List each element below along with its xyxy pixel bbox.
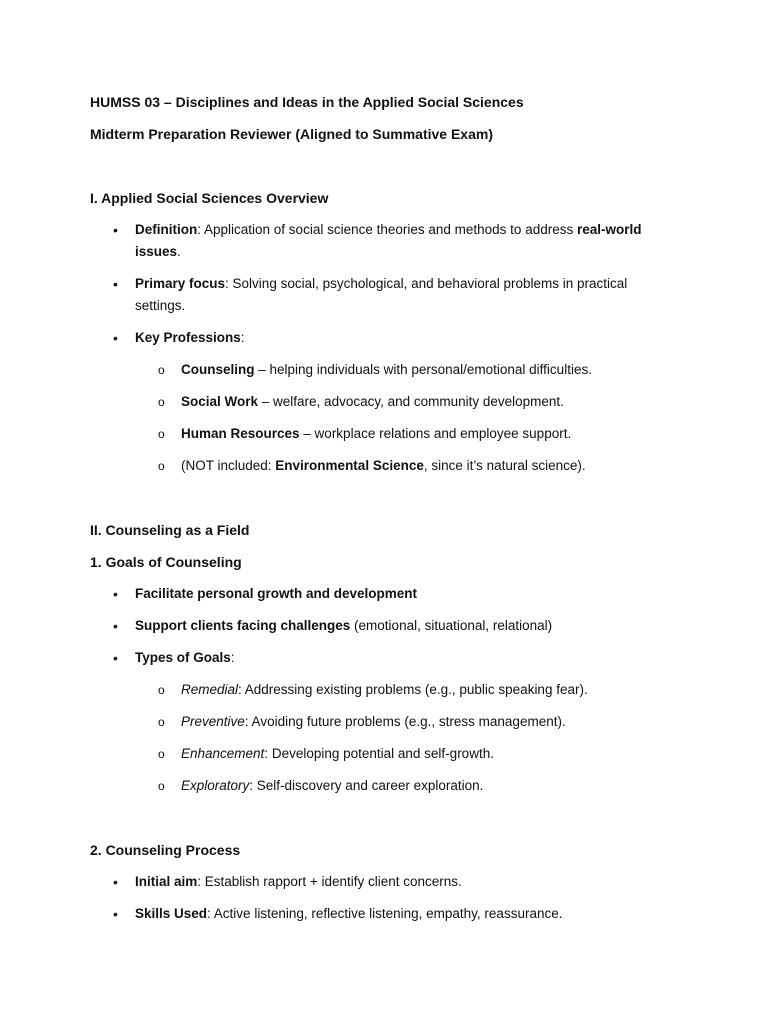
- goal-type-term: Preventive: [181, 714, 245, 729]
- key-professions-tail: :: [240, 330, 245, 345]
- goal-type-text: : Addressing existing problems (e.g., public speaking fear).: [238, 682, 588, 697]
- types-term: Types of Goals: [135, 650, 231, 665]
- initial-aim-term: Initial aim: [135, 874, 198, 889]
- sub-bullet-glyph: o: [158, 427, 165, 441]
- sub-bullet-glyph: o: [158, 715, 165, 729]
- section2-heading: II. Counseling as a Field: [90, 522, 250, 538]
- bullet-glyph: •: [113, 618, 118, 634]
- profession-text: – workplace relations and employee support.: [299, 426, 572, 441]
- subsection1-heading: 1. Goals of Counseling: [90, 554, 242, 570]
- goal-type-term: Exploratory: [181, 778, 250, 793]
- goal-term: Support clients facing challenges: [135, 618, 351, 633]
- sub-bullet-glyph: o: [158, 363, 165, 377]
- types-tail: :: [230, 650, 235, 665]
- sub-bullet-glyph: o: [158, 395, 165, 409]
- skills-text: : Active listening, reflective listening, empathy, reassurance.: [207, 906, 563, 921]
- primary-focus-cont: settings.: [135, 298, 186, 313]
- sub-bullet-glyph: o: [158, 747, 165, 761]
- profession-term: Human Resources: [181, 426, 300, 441]
- excluded-term: Environmental Science: [275, 458, 424, 473]
- excluded-pre: (NOT included:: [181, 458, 276, 473]
- bullet-glyph: •: [113, 222, 118, 238]
- excluded-post: , since it’s natural science).: [423, 458, 586, 473]
- document-title: HUMSS 03 – Disciplines and Ideas in the Applied Social Sciences: [90, 94, 524, 110]
- definition-text: : Application of social science theories and methods to address: [197, 222, 577, 237]
- goal-type-text: : Developing potential and self-growth.: [264, 746, 494, 761]
- initial-aim-text: : Establish rapport + identify client concerns.: [197, 874, 462, 889]
- bullet-glyph: •: [113, 650, 118, 666]
- goal-type-text: : Avoiding future problems (e.g., stress management).: [244, 714, 566, 729]
- goal-type-text: : Self-discovery and career exploration.: [249, 778, 484, 793]
- bullet-glyph: •: [113, 276, 118, 292]
- key-professions-term: Key Professions: [135, 330, 241, 345]
- profession-term: Counseling: [181, 362, 255, 377]
- definition-cont-tail: .: [177, 244, 181, 259]
- goal-type-term: Remedial: [181, 682, 239, 697]
- bullet-glyph: •: [113, 874, 118, 890]
- profession-term: Social Work: [181, 394, 259, 409]
- section1-heading: I. Applied Social Sciences Overview: [90, 190, 329, 206]
- profession-text: – welfare, advocacy, and community development.: [258, 394, 564, 409]
- bullet-glyph: •: [113, 586, 118, 602]
- goal-type-term: Enhancement: [181, 746, 265, 761]
- sub-bullet-glyph: o: [158, 683, 165, 697]
- definition-emphasis-cont: issues: [135, 244, 178, 259]
- bullet-glyph: •: [113, 906, 118, 922]
- sub-bullet-glyph: o: [158, 779, 165, 793]
- subsection2-heading: 2. Counseling Process: [90, 842, 241, 858]
- goal-text: Facilitate personal growth and development: [135, 586, 418, 601]
- definition-term: Definition: [135, 222, 198, 237]
- primary-focus-text: : Solving social, psychological, and behavioral problems in practical: [225, 276, 628, 291]
- document-subtitle: Midterm Preparation Reviewer (Aligned to Summative Exam): [90, 126, 493, 142]
- skills-term: Skills Used: [135, 906, 208, 921]
- sub-bullet-glyph: o: [158, 459, 165, 473]
- profession-text: – helping individuals with personal/emotional difficulties.: [254, 362, 592, 377]
- goal-text: (emotional, situational, relational): [350, 618, 553, 633]
- definition-emphasis: real-world: [576, 222, 642, 237]
- primary-focus-term: Primary focus: [135, 276, 226, 291]
- bullet-glyph: •: [113, 330, 118, 346]
